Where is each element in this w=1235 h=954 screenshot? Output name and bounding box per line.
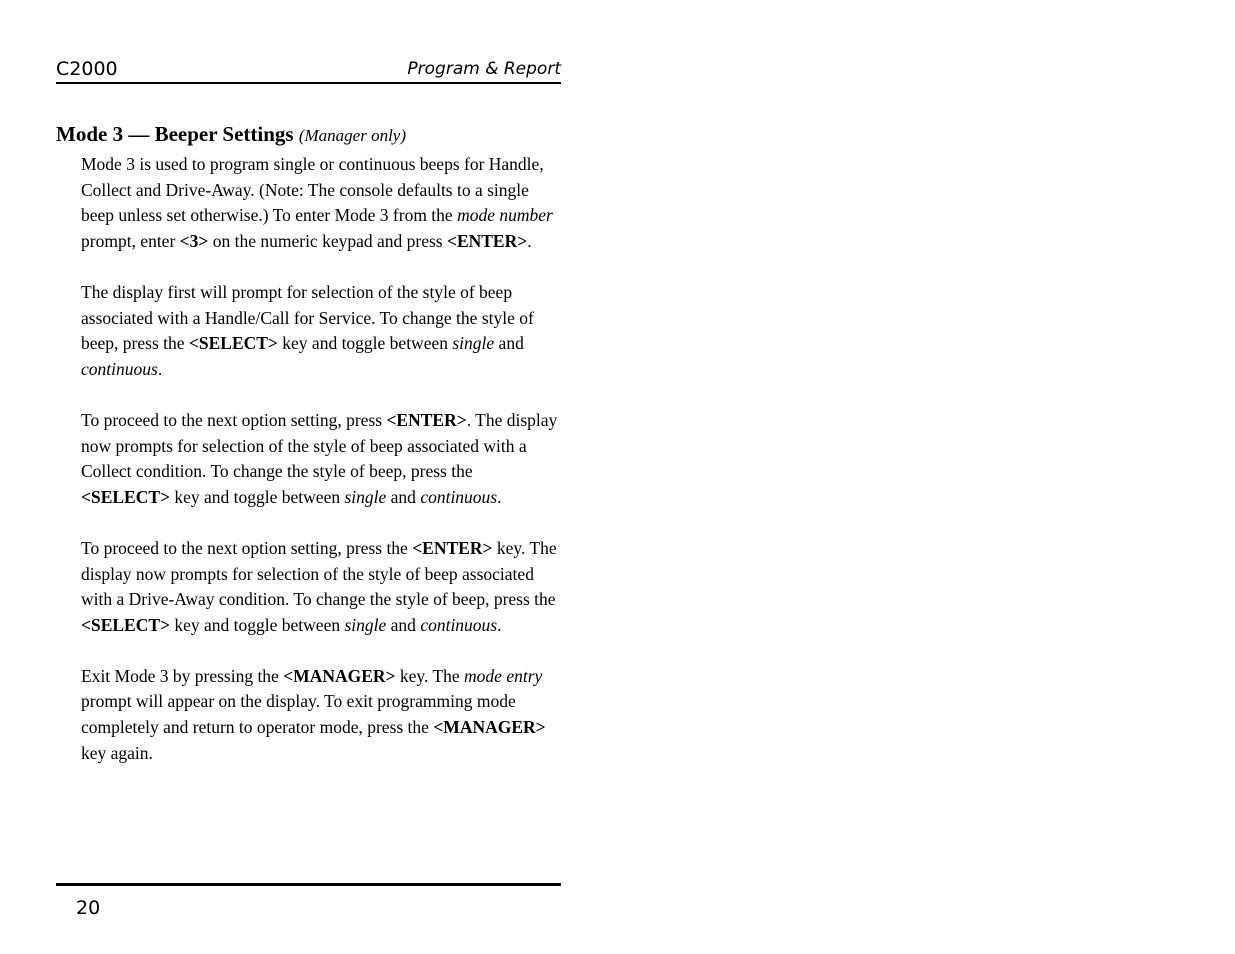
key-name: <SELECT> (81, 486, 171, 507)
key-name: <ENTER> (412, 537, 493, 558)
footer-rule (56, 883, 561, 886)
text-run: The display first will prompt for selection of the style of beep associated with a Handle/Call for Service. To change the style of beep, press the (81, 281, 534, 354)
text-run: Exit Mode 3 by pressing the (81, 665, 284, 686)
text-run: and (494, 333, 524, 354)
paragraph-collect-beep (81, 408, 565, 510)
italic-term: continuous (81, 358, 158, 379)
italic-term: continuous (420, 614, 498, 635)
section-title-main: Mode 3 — Beeper Settings (56, 122, 294, 146)
key-name: <SELECT> (188, 333, 278, 354)
text-run: key and toggle between (170, 486, 345, 507)
text-run: and (386, 614, 421, 635)
paragraph-drive-away-beep (81, 536, 565, 638)
paragraph-handle-beep (81, 280, 565, 382)
text-run: Mode 3 is used to program single or continuous beeps for Handle, Collect and Drive-Away. (Note: The console defaults to a single beep unless set otherwise.) To enter Mode 3 from the (81, 154, 544, 226)
header-product-name: C2000 (56, 58, 118, 80)
paragraph-exit-mode (81, 664, 565, 766)
text-run: and (386, 486, 421, 507)
key-name: <ENTER> (446, 230, 528, 251)
text-run: key and toggle between (170, 614, 345, 635)
italic-term: continuous (420, 486, 498, 507)
text-run: . (157, 358, 163, 379)
text-run: . (527, 230, 532, 251)
text-run: key and toggle between (277, 333, 453, 354)
paragraph-enter-mode (81, 152, 565, 254)
text-run: key. The display now prompts for selection of the style of beep associated with a Drive-Away condition. To change the style of beep, press the (81, 537, 557, 610)
text-run: prompt will appear on the display. To exit programming mode completely and return to operator mode, press the (81, 691, 516, 738)
body-text (81, 152, 565, 792)
key-name: <ENTER> (386, 409, 467, 430)
key-name: <MANAGER> (283, 665, 396, 686)
text-run: on the numeric keypad and press (208, 230, 447, 251)
italic-term: single (344, 614, 387, 635)
text-run: . (497, 486, 502, 507)
text-run: key again. (81, 742, 153, 763)
italic-term: mode number (457, 205, 553, 226)
text-run: To proceed to the next option setting, press the (81, 537, 413, 558)
text-run: key. The (395, 665, 465, 686)
header-section-name: Program & Report (407, 59, 561, 79)
italic-term: mode entry (464, 665, 543, 686)
text-run: To proceed to the next option setting, press (81, 409, 387, 430)
key-name: <3> (179, 230, 209, 251)
text-run: . The display now prompts for selection of the style of beep associated with a Collect condition. To change the style of beep, press the (81, 409, 558, 482)
page-header (56, 56, 561, 84)
italic-term: single (344, 486, 387, 507)
page-number: 20 (76, 897, 101, 919)
section-title-qualifier: (Manager only) (298, 126, 407, 145)
section-title (56, 122, 576, 147)
key-name: <MANAGER> (433, 717, 546, 738)
text-run: prompt, enter (81, 230, 180, 251)
key-name: <SELECT> (81, 614, 171, 635)
italic-term: single (452, 333, 495, 354)
text-run: . (497, 614, 502, 635)
